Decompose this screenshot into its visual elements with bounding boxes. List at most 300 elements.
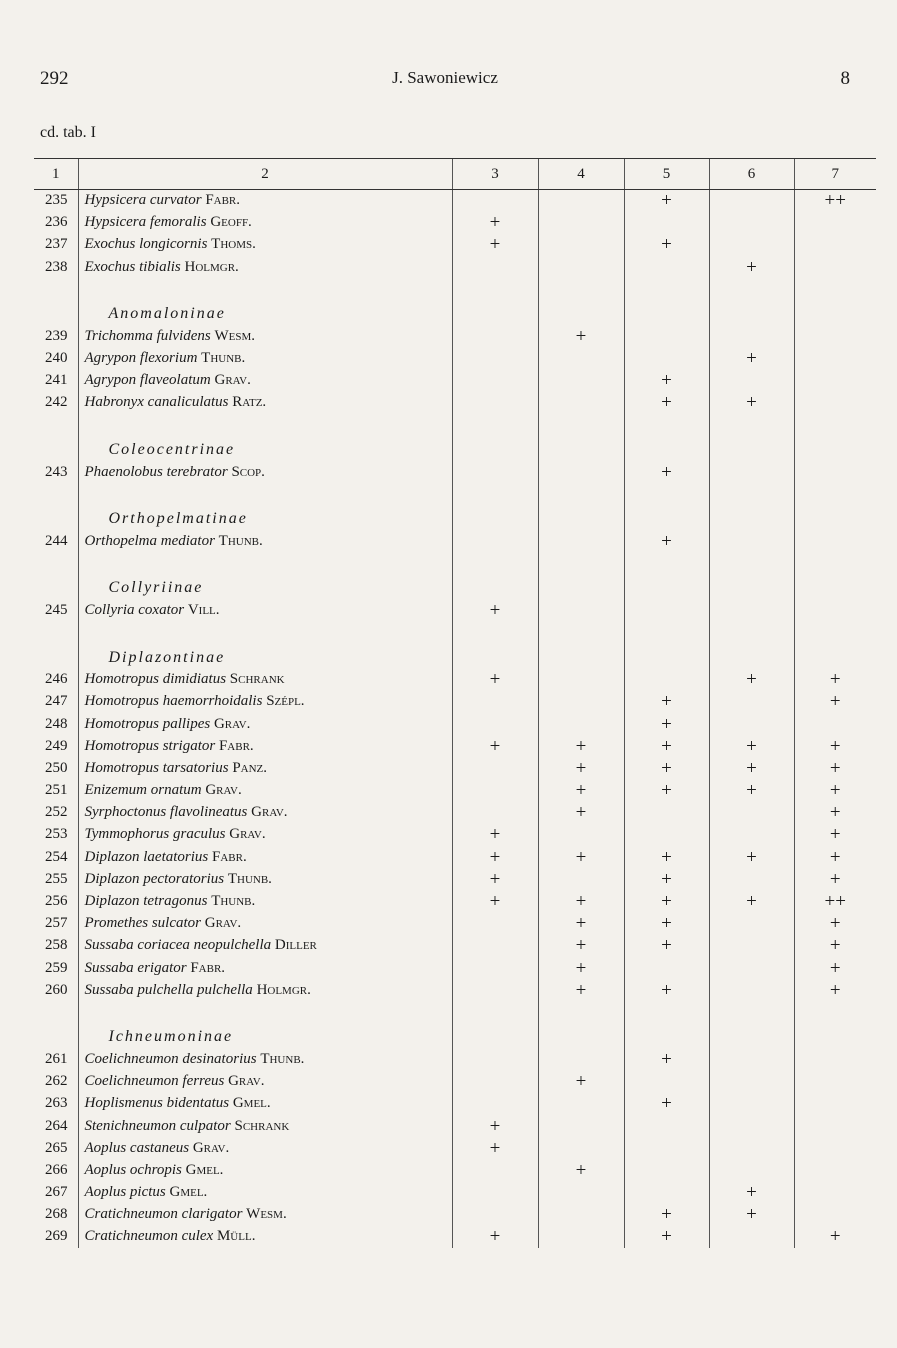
presence-mark-c3 <box>452 1071 538 1093</box>
presence-mark-c5: + <box>624 370 709 392</box>
table-row <box>34 461 876 483</box>
presence-mark-c7 <box>794 1115 876 1137</box>
empty-cell <box>709 1012 794 1048</box>
species-binomial: Habronyx canaliculatus <box>84 394 229 411</box>
presence-mark-c7: + <box>794 935 876 957</box>
species-author: Müll. <box>216 1228 256 1245</box>
spacer-cell <box>538 278 624 289</box>
presence-mark-c5: + <box>624 1093 709 1115</box>
presence-mark-c4 <box>538 599 624 621</box>
species-number: 250 <box>45 759 68 776</box>
presence-mark-c5 <box>624 1182 709 1204</box>
table-row <box>34 913 876 935</box>
column-header: 6 <box>709 159 794 190</box>
table-row <box>34 1093 876 1115</box>
spacer-row <box>34 1001 876 1012</box>
presence-mark-c6 <box>709 212 794 234</box>
presence-mark-c7 <box>794 256 876 278</box>
presence-mark-c3: + <box>452 890 538 912</box>
table-row <box>34 256 876 278</box>
species-binomial: Coelichneumon desinatorius <box>84 1050 257 1067</box>
empty-cell <box>709 563 794 599</box>
presence-mark-c5: + <box>624 392 709 414</box>
presence-mark-c5 <box>624 802 709 824</box>
spacer-cell <box>794 278 876 289</box>
presence-mark-c5: + <box>624 846 709 868</box>
presence-mark-c5: + <box>624 190 709 212</box>
spacer-row <box>34 622 876 633</box>
spacer-cell <box>794 552 876 563</box>
empty-cell <box>452 563 538 599</box>
species-number: 253 <box>45 826 68 843</box>
presence-mark-c7: + <box>794 846 876 868</box>
spacer-cell <box>452 414 538 425</box>
spacer-cell <box>709 278 794 289</box>
spacer-row <box>34 414 876 425</box>
species-author: Grav. <box>204 915 242 932</box>
species-author: Grav. <box>251 804 288 821</box>
presence-mark-c6: + <box>709 669 794 691</box>
presence-mark-c6 <box>709 599 794 621</box>
presence-mark-c3 <box>452 190 538 212</box>
presence-mark-c5: + <box>624 735 709 757</box>
species-author: Grav. <box>228 1073 265 1090</box>
presence-mark-c6 <box>709 1226 794 1248</box>
presence-mark-c7: + <box>794 913 876 935</box>
table-row <box>34 669 876 691</box>
presence-mark-c6 <box>709 979 794 1001</box>
column-header: 1 <box>34 159 78 190</box>
table-row <box>34 1204 876 1226</box>
presence-mark-c6: + <box>709 890 794 912</box>
species-name-cell <box>78 347 452 369</box>
species-number: 241 <box>45 372 68 389</box>
species-number: 268 <box>45 1206 68 1223</box>
spacer-cell <box>452 622 538 633</box>
presence-mark-c3: + <box>452 212 538 234</box>
empty-cell <box>709 494 794 530</box>
species-binomial: Coelichneumon ferreus <box>84 1073 225 1090</box>
running-author: J. Sawoniewicz <box>392 68 498 87</box>
presence-mark-c3: + <box>452 735 538 757</box>
spacer-cell <box>624 483 709 494</box>
species-author: Szépl. <box>266 693 305 710</box>
species-name-cell <box>78 802 452 824</box>
table-row <box>34 802 876 824</box>
presence-mark-c5 <box>624 957 709 979</box>
spacer-cell <box>34 483 78 494</box>
empty-cell <box>794 1012 876 1048</box>
species-name-cell <box>78 713 452 735</box>
presence-mark-c4: + <box>538 735 624 757</box>
presence-mark-c6: + <box>709 392 794 414</box>
species-author: Thunb. <box>227 870 272 887</box>
presence-mark-c6 <box>709 802 794 824</box>
spacer-cell <box>624 278 709 289</box>
table-row <box>34 530 876 552</box>
spacer-cell <box>709 483 794 494</box>
presence-mark-c3 <box>452 935 538 957</box>
table-row <box>34 957 876 979</box>
presence-mark-c6: + <box>709 1182 794 1204</box>
table-row <box>34 890 876 912</box>
species-author: Ratz. <box>232 394 267 411</box>
presence-mark-c5: + <box>624 780 709 802</box>
species-author: Holmgr. <box>256 981 311 998</box>
species-name-cell <box>78 1093 452 1115</box>
species-author: Grav. <box>205 782 242 799</box>
species-binomial: Syrphoctonus flavolineatus <box>84 804 248 821</box>
empty-cell <box>624 425 709 461</box>
species-table <box>34 158 876 1248</box>
species-binomial: Aoplus castaneus <box>84 1139 190 1156</box>
spacer-cell <box>538 1001 624 1012</box>
presence-mark-c3 <box>452 347 538 369</box>
presence-mark-c4 <box>538 1137 624 1159</box>
species-binomial: Exochus tibialis <box>84 258 181 275</box>
empty-cell <box>624 289 709 325</box>
presence-mark-c5: + <box>624 913 709 935</box>
presence-mark-c4: + <box>538 890 624 912</box>
subfamily-name: Diplazontinae <box>78 633 452 669</box>
empty-cell <box>709 633 794 669</box>
species-author: Diller <box>274 937 317 954</box>
presence-mark-c3 <box>452 461 538 483</box>
presence-mark-c3: + <box>452 669 538 691</box>
presence-mark-c7: + <box>794 669 876 691</box>
species-author: Fabr. <box>190 959 226 976</box>
empty-cell <box>538 289 624 325</box>
spacer-cell <box>794 622 876 633</box>
presence-mark-c7 <box>794 461 876 483</box>
presence-mark-c7 <box>794 1093 876 1115</box>
species-name-cell <box>78 530 452 552</box>
presence-mark-c3: + <box>452 1115 538 1137</box>
spacer-cell <box>78 622 452 633</box>
empty-cell <box>709 425 794 461</box>
presence-mark-c4 <box>538 1226 624 1248</box>
spacer-cell <box>452 278 538 289</box>
species-number: 247 <box>45 693 68 710</box>
species-binomial: Sussaba erigator <box>84 959 187 976</box>
presence-mark-c4: + <box>538 1159 624 1181</box>
spacer-row <box>34 483 876 494</box>
species-binomial: Homotropus dimidiatus <box>84 671 227 688</box>
presence-mark-c4 <box>538 530 624 552</box>
species-number: 239 <box>45 327 68 344</box>
presence-mark-c6 <box>709 691 794 713</box>
table-row <box>34 325 876 347</box>
species-binomial: Agrypon flaveolatum <box>84 372 211 389</box>
presence-mark-c4 <box>538 1093 624 1115</box>
presence-mark-c4 <box>538 1115 624 1137</box>
presence-mark-c5 <box>624 1159 709 1181</box>
presence-mark-c6: + <box>709 846 794 868</box>
presence-mark-c5 <box>624 599 709 621</box>
table-row <box>34 370 876 392</box>
presence-mark-c6: + <box>709 256 794 278</box>
species-binomial: Phaenolobus terebrator <box>84 463 228 480</box>
column-header: 4 <box>538 159 624 190</box>
species-binomial: Enizemum ornatum <box>84 782 202 799</box>
presence-mark-c4: + <box>538 757 624 779</box>
table-row <box>34 212 876 234</box>
table-row <box>34 1048 876 1070</box>
presence-mark-c4: + <box>538 957 624 979</box>
subfamily-name: Collyriinae <box>78 563 452 599</box>
subfamily-name: Ichneumoninae <box>78 1012 452 1048</box>
presence-mark-c7: + <box>794 824 876 846</box>
species-name-cell <box>78 1071 452 1093</box>
presence-mark-c7 <box>794 713 876 735</box>
spacer-cell <box>538 414 624 425</box>
species-author: Thoms. <box>211 236 256 253</box>
species-number: 248 <box>45 715 68 732</box>
species-number: 249 <box>45 737 68 754</box>
species-name-cell <box>78 212 452 234</box>
species-binomial: Stenichneumon culpator <box>84 1117 231 1134</box>
empty-cell <box>794 289 876 325</box>
species-number: 238 <box>45 258 68 275</box>
species-number: 246 <box>45 671 68 688</box>
species-number: 243 <box>45 463 68 480</box>
table-row <box>34 599 876 621</box>
species-author: Thunb. <box>260 1050 305 1067</box>
spacer-cell <box>78 1001 452 1012</box>
presence-mark-c3 <box>452 325 538 347</box>
presence-mark-c3 <box>452 1048 538 1070</box>
presence-mark-c4: + <box>538 802 624 824</box>
presence-mark-c6: + <box>709 347 794 369</box>
presence-mark-c3 <box>452 691 538 713</box>
subfamily-row <box>34 1012 876 1048</box>
species-author: Holmgr. <box>184 258 239 275</box>
presence-mark-c4 <box>538 256 624 278</box>
presence-mark-c6 <box>709 957 794 979</box>
empty-cell <box>34 563 78 599</box>
spacer-cell <box>709 552 794 563</box>
presence-mark-c4 <box>538 868 624 890</box>
species-author: Grav. <box>229 826 266 843</box>
presence-mark-c4 <box>538 691 624 713</box>
species-author: Wesm. <box>246 1206 287 1223</box>
presence-mark-c7: + <box>794 691 876 713</box>
presence-mark-c5: + <box>624 234 709 256</box>
presence-mark-c4 <box>538 347 624 369</box>
empty-cell <box>34 1012 78 1048</box>
species-author: Grav. <box>214 372 251 389</box>
species-binomial: Sussaba coriacea neopulchella <box>84 937 272 954</box>
species-author: Thunb. <box>201 350 246 367</box>
empty-cell <box>34 289 78 325</box>
presence-mark-c6 <box>709 530 794 552</box>
spacer-cell <box>34 414 78 425</box>
presence-mark-c4: + <box>538 1071 624 1093</box>
species-binomial: Homotropus haemorrhoidalis <box>84 693 263 710</box>
species-binomial: Diplazon pectoratorius <box>84 870 225 887</box>
presence-mark-c7: + <box>794 979 876 1001</box>
presence-mark-c5: + <box>624 691 709 713</box>
species-author: Gmel. <box>232 1095 271 1112</box>
column-header: 5 <box>624 159 709 190</box>
presence-mark-c6 <box>709 1159 794 1181</box>
species-number: 245 <box>45 601 68 618</box>
species-author: Thunb. <box>218 532 263 549</box>
presence-mark-c7 <box>794 347 876 369</box>
presence-mark-c7: + <box>794 735 876 757</box>
species-name-cell <box>78 1137 452 1159</box>
table-header <box>34 159 876 190</box>
presence-mark-c3 <box>452 256 538 278</box>
spacer-cell <box>538 622 624 633</box>
table-row <box>34 234 876 256</box>
species-name-cell <box>78 979 452 1001</box>
table-row <box>34 1159 876 1181</box>
species-number: 265 <box>45 1139 68 1156</box>
species-binomial: Homotropus tarsatorius <box>84 759 229 776</box>
species-author: Scop. <box>231 463 265 480</box>
species-name-cell <box>78 256 452 278</box>
presence-mark-c3: + <box>452 1226 538 1248</box>
spacer-cell <box>794 414 876 425</box>
empty-cell <box>794 633 876 669</box>
table-row <box>34 935 876 957</box>
species-name-cell <box>78 824 452 846</box>
presence-mark-c7 <box>794 1204 876 1226</box>
table-row <box>34 824 876 846</box>
subfamily-row <box>34 633 876 669</box>
species-name-cell <box>78 461 452 483</box>
species-name-cell <box>78 735 452 757</box>
presence-mark-c4 <box>538 824 624 846</box>
presence-mark-c5 <box>624 212 709 234</box>
presence-mark-c6 <box>709 1115 794 1137</box>
species-number: 235 <box>45 192 68 209</box>
species-author: Schrank <box>234 1117 290 1134</box>
species-author: Gmel. <box>169 1184 208 1201</box>
presence-mark-c5: + <box>624 868 709 890</box>
presence-mark-c7: + <box>794 802 876 824</box>
presence-mark-c5 <box>624 347 709 369</box>
species-number: 236 <box>45 214 68 231</box>
spacer-cell <box>452 483 538 494</box>
species-number: 261 <box>45 1050 68 1067</box>
species-name-cell <box>78 691 452 713</box>
species-author: Vill. <box>187 601 220 618</box>
spacer-cell <box>794 1001 876 1012</box>
presence-mark-c5: + <box>624 530 709 552</box>
species-binomial: Homotropus strigator <box>84 737 216 754</box>
column-header: 3 <box>452 159 538 190</box>
presence-mark-c4 <box>538 669 624 691</box>
species-name-cell <box>78 190 452 212</box>
presence-mark-c6 <box>709 713 794 735</box>
presence-mark-c6: + <box>709 757 794 779</box>
column-header: 7 <box>794 159 876 190</box>
spacer-cell <box>78 552 452 563</box>
species-name-cell <box>78 392 452 414</box>
empty-cell <box>709 289 794 325</box>
species-number: 267 <box>45 1184 68 1201</box>
spacer-row <box>34 552 876 563</box>
species-name-cell <box>78 1182 452 1204</box>
empty-cell <box>452 425 538 461</box>
presence-mark-c7: + <box>794 1226 876 1248</box>
species-name-cell <box>78 1048 452 1070</box>
presence-mark-c4 <box>538 713 624 735</box>
presence-mark-c6: + <box>709 735 794 757</box>
spacer-cell <box>709 414 794 425</box>
table-row <box>34 1137 876 1159</box>
spacer-cell <box>709 1001 794 1012</box>
presence-mark-c4 <box>538 461 624 483</box>
empty-cell <box>538 633 624 669</box>
presence-mark-c6 <box>709 935 794 957</box>
running-number: 8 <box>840 68 850 89</box>
species-number: 255 <box>45 870 68 887</box>
spacer-cell <box>624 414 709 425</box>
presence-mark-c5: + <box>624 757 709 779</box>
presence-mark-c7: + <box>794 868 876 890</box>
presence-mark-c5 <box>624 669 709 691</box>
presence-mark-c6 <box>709 1137 794 1159</box>
empty-cell <box>794 563 876 599</box>
species-number: 264 <box>45 1117 68 1134</box>
presence-mark-c6 <box>709 913 794 935</box>
species-number: 269 <box>45 1228 68 1245</box>
table-row <box>34 713 876 735</box>
subfamily-row <box>34 289 876 325</box>
presence-mark-c3 <box>452 957 538 979</box>
table-row <box>34 780 876 802</box>
empty-cell <box>34 633 78 669</box>
empty-cell <box>624 494 709 530</box>
species-number: 251 <box>45 782 68 799</box>
empty-cell <box>624 1012 709 1048</box>
presence-mark-c3 <box>452 1204 538 1226</box>
species-binomial: Promethes sulcator <box>84 915 202 932</box>
subfamily-row <box>34 494 876 530</box>
presence-mark-c7 <box>794 392 876 414</box>
species-name-cell <box>78 780 452 802</box>
species-name-cell <box>78 1159 452 1181</box>
spacer-cell <box>794 483 876 494</box>
presence-mark-c5: + <box>624 890 709 912</box>
empty-cell <box>794 425 876 461</box>
empty-cell <box>34 494 78 530</box>
presence-mark-c6 <box>709 824 794 846</box>
species-binomial: Cratichneumon culex <box>84 1228 214 1245</box>
species-author: Geoff. <box>210 214 252 231</box>
presence-mark-c3 <box>452 1182 538 1204</box>
page-header <box>40 68 850 92</box>
species-name-cell <box>78 1204 452 1226</box>
presence-mark-c3 <box>452 1159 538 1181</box>
presence-mark-c3 <box>452 913 538 935</box>
presence-mark-c5: + <box>624 1204 709 1226</box>
species-name-cell <box>78 1115 452 1137</box>
presence-mark-c3 <box>452 370 538 392</box>
presence-mark-c3 <box>452 802 538 824</box>
subfamily-row <box>34 425 876 461</box>
species-number: 257 <box>45 915 68 932</box>
presence-mark-c4 <box>538 370 624 392</box>
species-binomial: Agrypon flexorium <box>84 350 198 367</box>
presence-mark-c3: + <box>452 1137 538 1159</box>
spacer-cell <box>624 1001 709 1012</box>
spacer-cell <box>709 622 794 633</box>
subfamily-name: Orthopelmatinae <box>78 494 452 530</box>
